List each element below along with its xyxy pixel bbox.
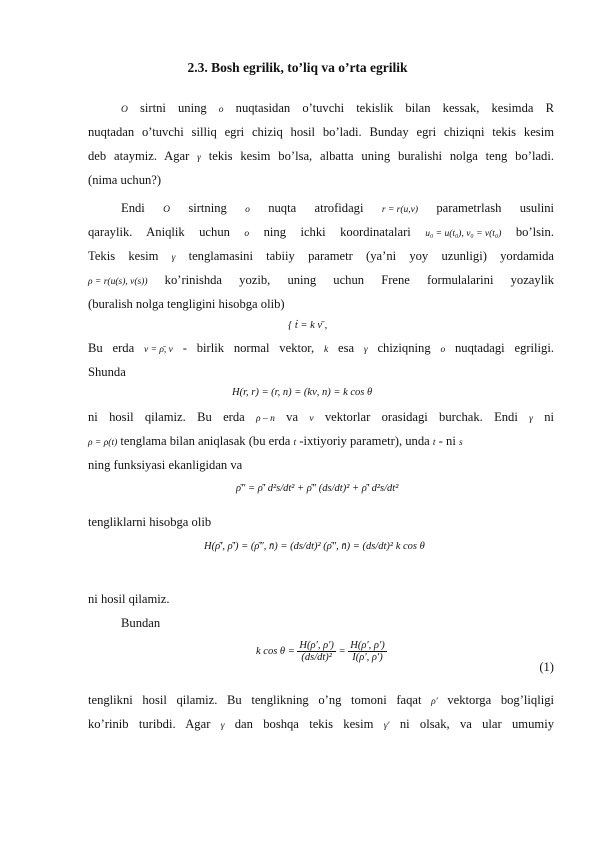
math-o: o	[440, 345, 446, 355]
math-rho-n: ρ – n	[256, 414, 275, 424]
equation-H: H(r, r) = (r, n) = (kν, n) = k cos θ	[232, 387, 373, 398]
math-O: O	[121, 105, 128, 115]
p5-line: tengliklarni hisobga olib	[88, 515, 212, 529]
p1-line1: O sirtni uning o nuqtasidan o’tuvchi tekislik bilan kessak, kesimda R	[121, 101, 554, 118]
math-rho-uv: ρ = r(u(s), v(s))	[88, 277, 148, 287]
math-k: k	[323, 345, 329, 355]
eq1-frac1-num: H(ρ′, ρ′)	[299, 640, 334, 651]
eq1-frac1-den: (ds/dt)²	[301, 652, 332, 663]
math-r-uv: r = r(u,v)	[381, 205, 419, 215]
equation-1: k cos θ = $\frac{H(\rho', \rho')}{\text{(ds/dt)²}}$ = $\frac{H(\rho', \rho')}{I(\rho', \rho')}$	[256, 640, 385, 663]
p2-line2: qaraylik. Aniqlik uchun o ning ichki koordinatalari u₀ = u(t₀), v₀ = v(t₀) bo’lsin.	[88, 225, 554, 242]
math-o: o	[245, 205, 250, 215]
p1-line3: deb ataymiz. Agar γ tekis kesim bo’lsa, albatta uning buralishi nolga teng bo’ladi.	[88, 149, 554, 166]
math-gamma: γ	[220, 721, 225, 731]
p7-line: Bundan	[121, 616, 161, 630]
p2-line1: Endi O sirtning o nuqta atrofidagi r = r(u,v) parametrlash usulini	[121, 201, 554, 218]
math-o: o	[218, 105, 224, 115]
p1-line4: (nima uchun?)	[88, 173, 162, 187]
p1-line2: nuqtadan o’tuvchi silliq egri chiziq hosil bo’ladi. Bunday egri chiziqni tekis kesim	[88, 125, 554, 139]
equation-derivatives: ρ̄″ = ρ̄′ d²s/dt² + ρ̄″ (ds/dt)² + ρ̄′ d²s/dt²	[236, 483, 399, 494]
p4-line1: ni hosil qilamiz. Bu erda ρ – n va ν vektorlar orasidagi burchak. Endi γ ni	[88, 410, 554, 427]
p3-line2: Shunda	[88, 365, 126, 379]
frenet-formula: { ṫ = k ν̄ ,	[288, 320, 328, 331]
math-s: s	[458, 438, 463, 448]
eq1-frac2-den: I(ρ′, ρ′)	[352, 652, 383, 663]
p2-line4: ρ = r(u(s), v(s)) ko’rinishda yozib, uning uchun Frene formulalarini yozaylik	[88, 273, 554, 290]
equation-number: (1)	[539, 660, 554, 674]
p3-line1: Bu erda ν = ρ̄, ν - birlik normal vektor, k esa γ chiziqning o nuqtadagi egriligi.	[88, 341, 554, 358]
p2-line5: (buralish nolga tengligini hisobga olib)	[88, 297, 285, 311]
p6-line: ni hosil qilamiz.	[88, 592, 170, 606]
p8-line1: tenglikni hosil qilamiz. Bu tenglikning o’ng tomoni faqat ρ′ vektorga bog’liqligi	[88, 693, 554, 710]
p4-line2: ρ = ρ(t) tenglama bilan aniqlasak (bu erda t -iхtiyoriy parametr), unda t - ni s	[88, 434, 554, 451]
p4-line3: ning funksiyasi ekanligidan va	[88, 458, 243, 472]
math-u0v0: u₀ = u(t₀), v₀ = v(t₀)	[425, 229, 502, 239]
math-gamma: γ	[171, 253, 176, 263]
eq1-frac2	[348, 640, 387, 663]
math-nu: ν	[309, 414, 314, 424]
p8-line2: ko’rinib turibdi. Agar γ dan boshqa tekis kesim γ′ ni olsak, va ular umumiy	[88, 717, 554, 734]
section-title: 2.3. Bosh egrilik, to’liq va o’rta egrilik	[187, 60, 408, 75]
math-gamma-prime: γ′	[383, 721, 390, 731]
math-o: o	[244, 229, 250, 239]
equation-second-form: H(ρ̄′, ρ̄′) = (ρ̄″, n̄) = (ds/dt)² (ρ̄″, n̄) = (ds/dt)² k cos θ	[204, 541, 425, 552]
p2-line3: Tekis kesim γ tenglamasini tabiiy parametr (ya’ni yoy uzunligi) yordamida	[88, 249, 554, 266]
math-rho-prime: ρ′	[431, 697, 438, 707]
math-t: t	[432, 438, 436, 448]
math-t: t	[293, 438, 297, 448]
math-rho-t: ρ = ρ(t)	[88, 438, 118, 448]
math-gamma: γ	[529, 414, 533, 424]
math-gamma: γ	[363, 345, 368, 355]
math-gamma: γ	[197, 153, 201, 163]
math-nu: ν = ρ̄, ν	[144, 345, 173, 355]
eq1-frac2-num: H(ρ′, ρ′)	[350, 640, 385, 651]
math-O: O	[163, 205, 170, 215]
eq1-lhs: k cos θ =	[256, 646, 295, 657]
eq1-frac1	[297, 640, 336, 663]
